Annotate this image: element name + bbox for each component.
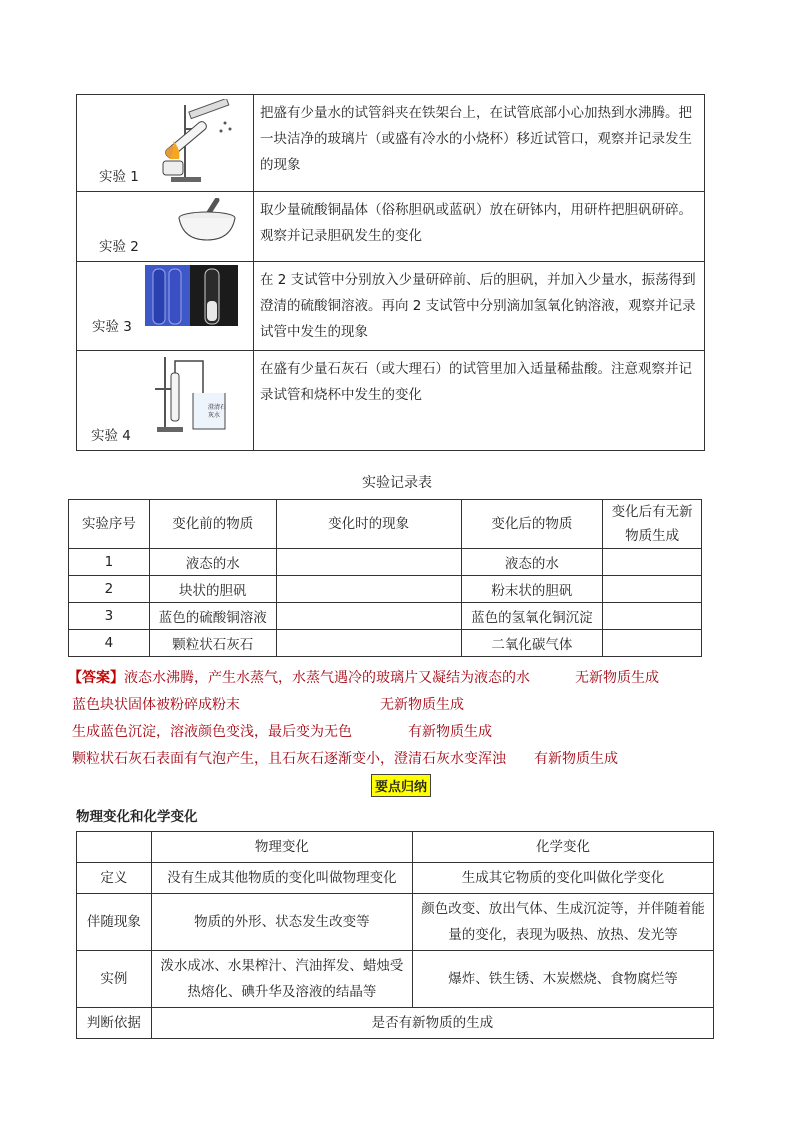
- answer-result: 有新物质生成: [408, 724, 492, 740]
- record-cell: [603, 630, 702, 657]
- compare-cell: 颜色改变、放出气体、生成沉淀等，并伴随着能量的变化，表现为吸热、放热、发光等: [412, 894, 713, 951]
- record-cell: 2: [69, 576, 150, 603]
- record-table: [68, 499, 702, 657]
- record-cell: [603, 549, 702, 576]
- experiment-description: 把盛有少量水的试管斜夹在铁架台上，在试管底部小心加热到水沸腾。把一块洁净的玻璃片（或盛有冷水的小烧杯）移近试管口，观察并记录发生的现象: [254, 95, 705, 192]
- record-cell: 蓝色的硫酸铜溶液: [149, 603, 276, 630]
- compare-row-label: 定义: [77, 863, 152, 894]
- table-row: [69, 576, 702, 603]
- table-row: [69, 549, 702, 576]
- limestone-acid-apparatus-illustration: [155, 353, 255, 435]
- compare-row-label: 实例: [77, 951, 152, 1008]
- experiment-label: 实验 1: [99, 169, 139, 185]
- record-cell: 块状的胆矾: [149, 576, 276, 603]
- comparison-table: [76, 831, 714, 1039]
- table-row: [69, 630, 702, 657]
- experiment-figure-cell: [77, 351, 254, 451]
- record-table-title: 实验记录表: [362, 475, 432, 491]
- record-cell: [276, 603, 461, 630]
- record-cell: 粉末状的胆矾: [461, 576, 603, 603]
- experiment-row: [77, 95, 705, 192]
- record-header-cell: 变化时的现象: [276, 500, 461, 549]
- table-row: [77, 894, 714, 951]
- answer-result: 无新物质生成: [380, 697, 464, 713]
- compare-header-cell: 物理变化: [151, 832, 412, 863]
- answer-result: 有新物质生成: [534, 751, 618, 767]
- experiment-figure-cell: [77, 262, 254, 351]
- record-header-cell: 实验序号: [69, 500, 150, 549]
- record-header-cell: 变化后有无新物质生成: [603, 500, 702, 549]
- experiment-figure-cell: [77, 192, 254, 262]
- answer-line: [68, 667, 530, 687]
- experiment-row: [77, 262, 705, 351]
- record-cell: [603, 603, 702, 630]
- record-cell: 颗粒状石灰石: [149, 630, 276, 657]
- answer-text: 颗粒状石灰石表面有气泡产生，且石灰石逐渐变小，澄清石灰水变浑浊: [72, 751, 506, 767]
- record-cell: [276, 630, 461, 657]
- compare-cell: 生成其它物质的变化叫做化学变化: [412, 863, 713, 894]
- record-header-cell: 变化后的物质: [461, 500, 603, 549]
- figure-label-limewater: 澄清石灰水: [208, 404, 227, 419]
- record-header-row: [69, 500, 702, 549]
- answer-text: 生成蓝色沉淀，溶液颜色变浅，最后变为无色: [72, 724, 352, 740]
- table-row: [77, 1008, 714, 1039]
- compare-cell: 泼水成冰、水果榨汁、汽油挥发、蜡烛受热熔化、碘升华及溶液的结晶等: [151, 951, 412, 1008]
- record-cell: [603, 576, 702, 603]
- compare-header-cell: 化学变化: [412, 832, 713, 863]
- record-cell: 二氧化碳气体: [461, 630, 603, 657]
- answer-tag: 【答案】: [68, 670, 124, 686]
- record-cell: 3: [69, 603, 150, 630]
- table-row: [77, 951, 714, 1008]
- key-points-badge: 要点归纳: [371, 774, 431, 797]
- compare-cell: 爆炸、铁生锈、木炭燃烧、食物腐烂等: [412, 951, 713, 1008]
- table-row: [77, 832, 714, 863]
- experiments-table: [76, 94, 705, 451]
- record-cell: 1: [69, 549, 150, 576]
- answer-text: 液态水沸腾，产生水蒸气，水蒸气遇冷的玻璃片又凝结为液态的水: [124, 670, 530, 686]
- experiment-label: 实验 4: [91, 428, 131, 444]
- table-row: [69, 603, 702, 630]
- record-cell: [276, 576, 461, 603]
- compare-header-cell: [77, 832, 152, 863]
- record-cell: [276, 549, 461, 576]
- answer-result: 无新物质生成: [575, 670, 659, 686]
- mortar-pestle-illustration: [177, 198, 239, 244]
- section-title: 物理变化和化学变化: [76, 809, 198, 825]
- compare-row-label: 伴随现象: [77, 894, 152, 951]
- compare-cell: 物质的外形、状态发生改变等: [151, 894, 412, 951]
- record-cell: 蓝色的氢氧化铜沉淀: [461, 603, 603, 630]
- compare-row-label: 判断依据: [77, 1008, 152, 1039]
- experiment-row: [77, 192, 705, 262]
- answer-text: 蓝色块状固体被粉碎成粉末: [72, 697, 240, 713]
- record-cell: 液态的水: [461, 549, 603, 576]
- experiment-label: 实验 3: [92, 319, 132, 335]
- compare-cell: 没有生成其他物质的变化叫做物理变化: [151, 863, 412, 894]
- experiment-description: 在盛有少量石灰石（或大理石）的试管里加入适量稀盐酸。注意观察并记录试管和烧杯中发生的变化: [254, 351, 705, 451]
- experiment-description: 取少量硫酸铜晶体（俗称胆矾或蓝矾）放在研钵内，用研杵把胆矾研碎。观察并记录胆矾发生的变化: [254, 192, 705, 262]
- experiment-row: [77, 351, 705, 451]
- record-header-cell: 变化前的物质: [149, 500, 276, 549]
- experiment-figure-cell: [77, 95, 254, 192]
- table-row: [77, 863, 714, 894]
- record-cell: 液态的水: [149, 549, 276, 576]
- record-cell: 4: [69, 630, 150, 657]
- experiment-description: 在 2 支试管中分别放入少量研碎前、后的胆矾，并加入少量水，振荡得到澄清的硫酸铜溶液。再向 2 支试管中分别滴加氢氧化钠溶液，观察并记录试管中发生的现象: [254, 262, 705, 351]
- compare-cell: 是否有新物质的生成: [151, 1008, 713, 1039]
- heating-test-tube-illustration: [155, 99, 237, 185]
- experiment-label: 实验 2: [99, 239, 139, 255]
- copper-sulfate-tubes-photo: [145, 265, 238, 326]
